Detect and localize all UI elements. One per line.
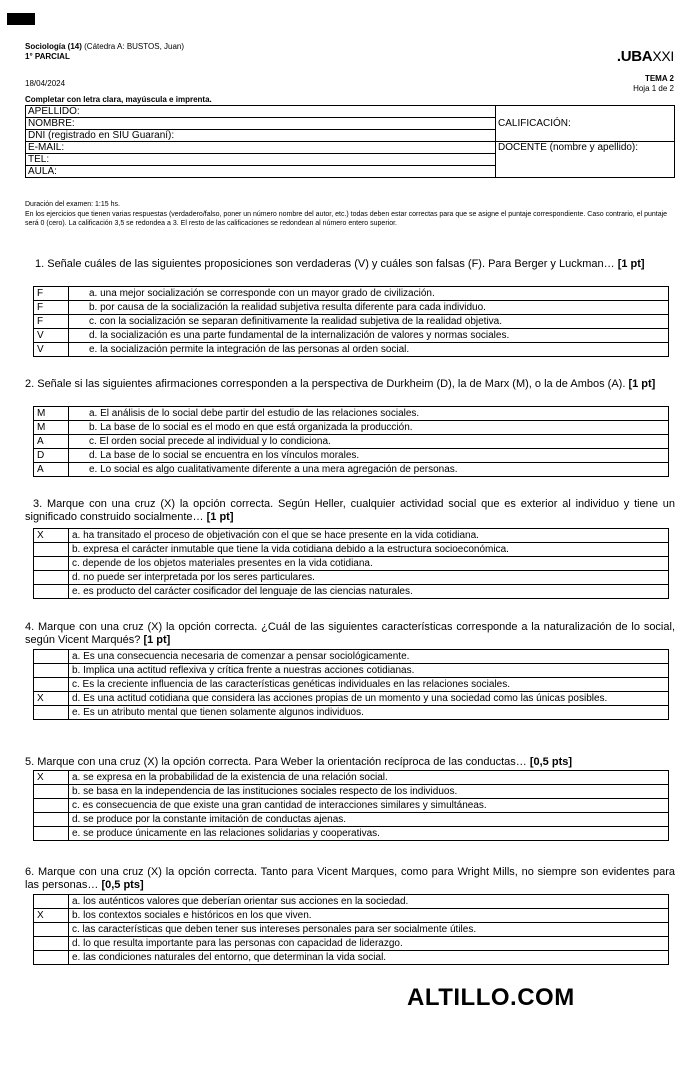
- field-apellido[interactable]: APELLIDO:: [26, 106, 496, 118]
- answer-mark[interactable]: [34, 827, 69, 841]
- tema-label: TEMA 2: [644, 74, 674, 83]
- answer-row: [34, 315, 669, 329]
- answer-mark[interactable]: X: [34, 529, 69, 543]
- question-5-points: [0,5 pts]: [529, 756, 573, 768]
- altillo-watermark: ALTILLO.COM: [407, 984, 575, 1011]
- answer-row: [34, 407, 669, 421]
- answer-mark[interactable]: V: [34, 343, 69, 357]
- question-1-text: 1. Señale cuáles de las siguientes proposiciones son verdaderas (V) y cuáles son falsas (F). Para Berger y Luckman…: [35, 258, 615, 270]
- student-id-table: [25, 105, 675, 178]
- question-5: [25, 756, 675, 769]
- field-tel[interactable]: TEL:: [26, 154, 496, 166]
- answer-row: [34, 571, 669, 585]
- question-1-points: [1 pt]: [617, 258, 645, 270]
- question-4-points: [1 pt]: [143, 634, 171, 646]
- answer-text: c. las características que deben tener sus intereses personales para ser socialmente útiles.: [69, 923, 669, 937]
- answer-mark[interactable]: V: [34, 329, 69, 343]
- question-3: [25, 498, 675, 524]
- question-1: [25, 258, 675, 271]
- answer-text: b. se basa en la independencia de las instituciones sociales respecto de los individuos.: [69, 785, 669, 799]
- answer-mark[interactable]: A: [34, 435, 69, 449]
- answer-text: e. se produce únicamente en las relaciones solidarias y cooperativas.: [69, 827, 669, 841]
- answer-row: [34, 785, 669, 799]
- answer-mark[interactable]: [34, 799, 69, 813]
- question-2-text: 2. Señale si las siguientes afirmaciones corresponden a la perspectiva de Durkheim (D), la de Marx (M), o la de Ambos (A).: [25, 378, 626, 390]
- answer-row: [34, 813, 669, 827]
- question-2-points: [1 pt]: [628, 378, 656, 390]
- question-3-text: 3. Marque con una cruz (X) la opción correcta. Según Heller, cualquier actividad social que es exterior al individuo y tiene un significado construido socialmente…: [25, 498, 675, 523]
- answer-row: [34, 827, 669, 841]
- answer-mark[interactable]: X: [34, 692, 69, 706]
- answer-text: e. Lo social es algo cualitativamente diferente a una mera agregación de personas.: [69, 463, 669, 477]
- answer-text: e. la socialización permite la integración de las personas al orden social.: [69, 343, 669, 357]
- answer-mark[interactable]: [34, 951, 69, 965]
- answer-mark[interactable]: X: [34, 771, 69, 785]
- answer-row: [34, 923, 669, 937]
- answer-row: [34, 463, 669, 477]
- answer-mark[interactable]: F: [34, 287, 69, 301]
- answer-text: d. lo que resulta importante para las personas con capacidad de liderazgo.: [69, 937, 669, 951]
- answer-text: a. El análisis de lo social debe partir del estudio de las relaciones sociales.: [69, 407, 669, 421]
- question-6-text: 6. Marque con una cruz (X) la opción correcta. Tanto para Vicent Marques, como para Wright Mills, no siempre son evidentes para las personas…: [25, 866, 675, 891]
- answer-row: [34, 449, 669, 463]
- answer-row: [34, 771, 669, 785]
- question-3-points: [1 pt]: [206, 511, 234, 523]
- field-nombre[interactable]: NOMBRE:: [26, 118, 496, 130]
- answer-row: [34, 678, 669, 692]
- answer-row: [34, 664, 669, 678]
- redaction-bar: [7, 13, 35, 25]
- answer-row: [34, 543, 669, 557]
- answer-mark[interactable]: [34, 543, 69, 557]
- answer-text: b. por causa de la socialización la realidad subjetiva resulta diferente para cada individuo.: [69, 301, 669, 315]
- answer-text: e. Es un atributo mental que tienen solamente algunos individuos.: [69, 706, 669, 720]
- answer-mark[interactable]: D: [34, 449, 69, 463]
- answer-mark[interactable]: M: [34, 421, 69, 435]
- answer-mark[interactable]: [34, 895, 69, 909]
- answer-mark[interactable]: [34, 678, 69, 692]
- answer-text: a. ha transitado el proceso de objetivación con el que se hace presente en la vida cotidiana.: [69, 529, 669, 543]
- answer-text: b. Implica una actitud reflexiva y crítica frente a nuestras acciones cotidianas.: [69, 664, 669, 678]
- uba-logo: [617, 48, 674, 65]
- field-email[interactable]: E-MAIL:: [26, 142, 496, 154]
- answer-row: [34, 301, 669, 315]
- page-count: Hoja 1 de 2: [633, 84, 674, 93]
- answer-text: e. las condiciones naturales del entorno, que determinan la vida social.: [69, 951, 669, 965]
- answer-row: [34, 585, 669, 599]
- answer-row: [34, 557, 669, 571]
- exam-name: 1° PARCIAL: [25, 52, 70, 61]
- course-line: [25, 42, 184, 52]
- answer-text: b. expresa el carácter inmutable que tiene la vida cotidiana debido a la estructura socioeconómica.: [69, 543, 669, 557]
- exam-duration: Duración del examen: 1:15 hs.: [25, 201, 120, 208]
- question-2: [25, 378, 675, 391]
- uba-logo-main: .UBA: [616, 48, 653, 65]
- answer-text: c. es consecuencia de que existe una gran cantidad de interacciones similares y simultáneas.: [69, 799, 669, 813]
- grading-rules: En los ejercicios que tienen varias respuestas (verdadero/falso, poner un número nombre del autor, etc.) todas deben estar correctas para que se asigne el puntaje correspondiente. Caso contrario, el puntaje será 0 (cero). La calificación 3,5 se redondea a 3. El resto de las calificaciones se redondean al número entero superior.: [25, 211, 668, 227]
- answer-mark[interactable]: [34, 785, 69, 799]
- field-docente[interactable]: DOCENTE (nombre y apellido):: [496, 142, 675, 178]
- answer-mark[interactable]: F: [34, 301, 69, 315]
- question-6: [25, 866, 675, 892]
- answer-mark[interactable]: [34, 571, 69, 585]
- question-2-table: [33, 406, 669, 477]
- answer-row: [34, 329, 669, 343]
- question-4-table: [33, 649, 669, 720]
- question-1-table: [33, 286, 669, 357]
- answer-text: a. se expresa en la probabilidad de la existencia de una relación social.: [69, 771, 669, 785]
- answer-mark[interactable]: [34, 813, 69, 827]
- answer-text: d. Es una actitud cotidiana que considera las acciones propias de un momento y una sociedad como las únicas posibles.: [69, 692, 669, 706]
- answer-row: [34, 706, 669, 720]
- answer-text: a. los auténticos valores que deberían orientar sus acciones en la sociedad.: [69, 895, 669, 909]
- fill-instruction: Completar con letra clara, mayúscula e imprenta.: [25, 95, 212, 104]
- answer-text: a. Es una consecuencia necesaria de comenzar a pensar sociológicamente.: [69, 650, 669, 664]
- question-6-points: [0,5 pts]: [101, 879, 144, 891]
- uba-logo-xxi: XXI: [652, 48, 674, 64]
- answer-row: [34, 692, 669, 706]
- answer-mark[interactable]: F: [34, 315, 69, 329]
- answer-mark[interactable]: [34, 650, 69, 664]
- answer-mark[interactable]: [34, 706, 69, 720]
- answer-row: [34, 895, 669, 909]
- answer-row: [34, 529, 669, 543]
- question-5-table: [33, 770, 669, 841]
- answer-mark[interactable]: A: [34, 463, 69, 477]
- answer-mark[interactable]: [34, 664, 69, 678]
- answer-row: [34, 937, 669, 951]
- answer-text: b. La base de lo social es el modo en que está organizada la producción.: [69, 421, 669, 435]
- answer-text: a. una mejor socialización se corresponde con un mayor grado de civilización.: [69, 287, 669, 301]
- answer-mark[interactable]: M: [34, 407, 69, 421]
- question-5-text: 5. Marque con una cruz (X) la opción correcta. Para Weber la orientación recíproca de las conductas…: [25, 756, 527, 768]
- answer-mark[interactable]: [34, 585, 69, 599]
- answer-row: [34, 343, 669, 357]
- answer-text: e. es producto del carácter cosificador del lenguaje de las ciencias naturales.: [69, 585, 669, 599]
- question-4-text: 4. Marque con una cruz (X) la opción correcta. ¿Cuál de las siguientes características corresponde a la naturalización de lo social, según Vicent Marqués?: [25, 621, 675, 646]
- answer-row: [34, 909, 669, 923]
- question-3-table: [33, 528, 669, 599]
- answer-mark[interactable]: [34, 937, 69, 951]
- field-calificacion[interactable]: CALIFICACIÓN:: [496, 106, 675, 142]
- course-title: Sociología (14): [25, 42, 82, 51]
- answer-row: [34, 951, 669, 965]
- answer-row: [34, 421, 669, 435]
- answer-mark[interactable]: X: [34, 909, 69, 923]
- answer-row: [34, 435, 669, 449]
- course-chair: (Cátedra A: BUSTOS, Juan): [81, 42, 185, 51]
- question-4: [25, 621, 675, 647]
- answer-text: c. El orden social precede al individual y lo condiciona.: [69, 435, 669, 449]
- answer-row: [34, 799, 669, 813]
- answer-text: c. depende de los objetos materiales presentes en la vida cotidiana.: [69, 557, 669, 571]
- answer-text: c. Es la creciente influencia de las características genéticas individuales en las relaciones sociales.: [69, 678, 669, 692]
- answer-row: [34, 287, 669, 301]
- answer-text: d. se produce por la constante imitación de conductas ajenas.: [69, 813, 669, 827]
- answer-text: d. La base de lo social se encuentra en los vínculos morales.: [69, 449, 669, 463]
- answer-mark[interactable]: [34, 923, 69, 937]
- exam-date: 18/04/2024: [25, 79, 66, 88]
- answer-text: c. con la socialización se separan definitivamente la realidad subjetiva de la realidad objetiva.: [69, 315, 669, 329]
- answer-text: d. la socialización es una parte fundamental de la internalización de valores y normas sociales.: [69, 329, 669, 343]
- answer-row: [34, 650, 669, 664]
- question-6-table: [33, 894, 669, 965]
- field-dni[interactable]: DNI (registrado en SIU Guaraní):: [26, 130, 496, 142]
- answer-mark[interactable]: [34, 557, 69, 571]
- answer-text: d. no puede ser interpretada por los seres particulares.: [69, 571, 669, 585]
- answer-text: b. los contextos sociales e históricos en los que viven.: [69, 909, 669, 923]
- field-aula[interactable]: AULA:: [26, 166, 496, 178]
